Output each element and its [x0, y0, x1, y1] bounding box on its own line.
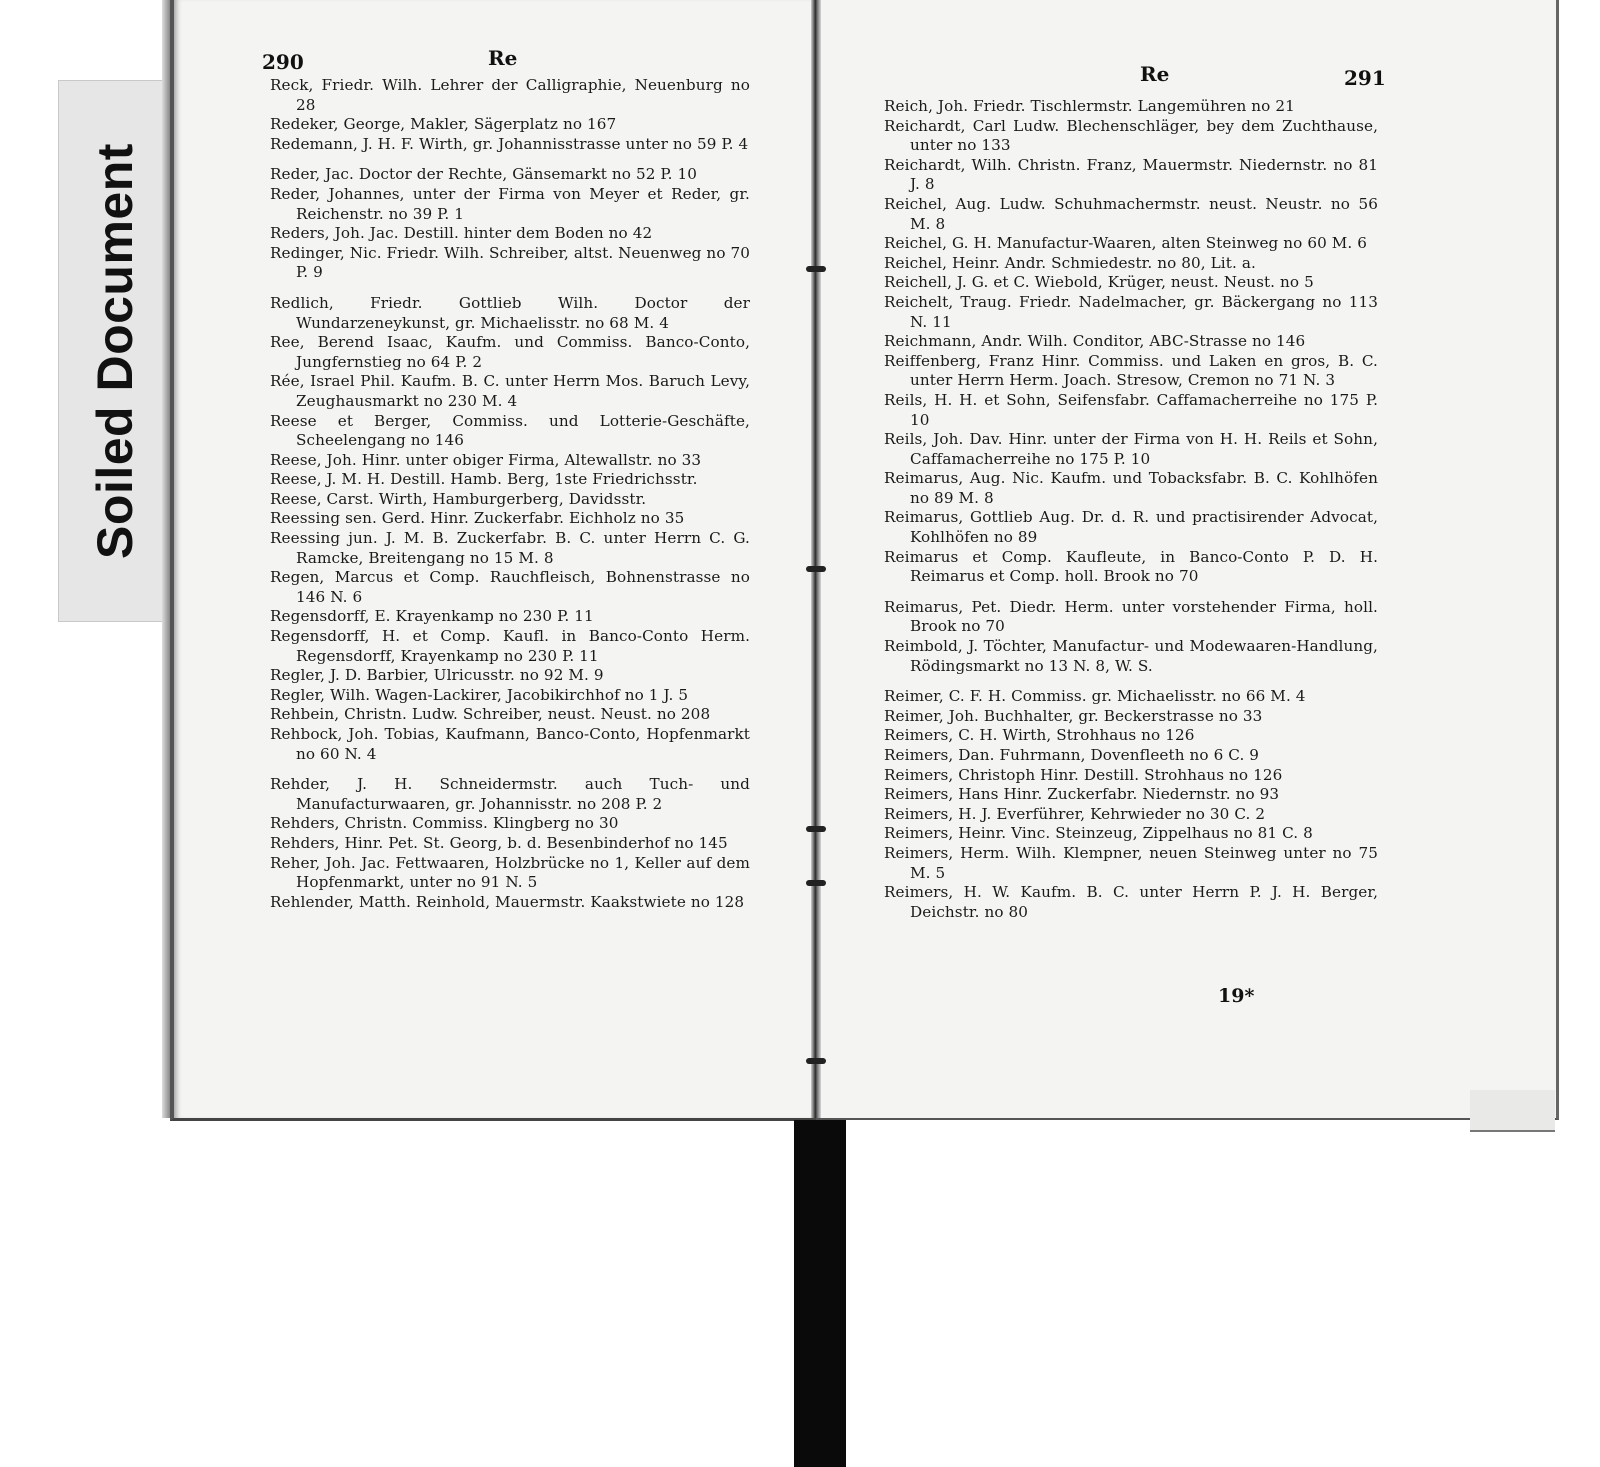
directory-entry: Reimer, Joh. Buchhalter, gr. Beckerstrasse no 33: [884, 706, 1263, 725]
directory-entry: Reimers, Heinr. Vinc. Steinzeug, Zippelhaus no 81 C. 8: [884, 824, 1313, 843]
right-page-fore-edge: [1470, 1090, 1555, 1132]
directory-entry: Rehder, J. H. Schneidermstr. auch Tuch- und Manufacturwaaren, gr. Johannisstr. no 208 P. 2: [270, 775, 750, 813]
binding-thread: [806, 826, 826, 832]
soiled-document-label-text: Soiled Document: [87, 143, 143, 559]
directory-entry: Reichmann, Andr. Wilh. Conditor, ABC-Strasse no 146: [884, 332, 1306, 351]
directory-entry: Reessing jun. J. M. B. Zuckerfabr. B. C. unter Herrn C. G. Ramcke, Breitengang no 15 M. 8: [270, 529, 750, 567]
left-page-entries: [270, 76, 750, 912]
directory-entry: Rehders, Hinr. Pet. St. Georg, b. d. Besenbinderhof no 145: [270, 833, 728, 852]
binding-thread: [806, 1058, 826, 1064]
directory-entry: Rée, Israel Phil. Kaufm. B. C. unter Herrn Mos. Baruch Levy, Zeughausmarkt no 230 M. 4: [270, 372, 750, 410]
directory-entry: Reimarus, Gottlieb Aug. Dr. d. R. und practisirender Advocat, Kohlhöfen no 89: [884, 508, 1378, 547]
right-page-number: 291: [1344, 66, 1386, 90]
directory-entry: Reese, J. M. H. Destill. Hamb. Berg, 1ste Friedrichsstr.: [270, 470, 698, 489]
directory-entry: Reils, Joh. Dav. Hinr. unter der Firma von H. H. Reils et Sohn, Caffamacherreihe no 175 P. 10: [884, 430, 1378, 468]
left-running-head: Re: [488, 46, 518, 70]
directory-entry: Reimers, Herm. Wilh. Klempner, neuen Steinweg unter no 75 M. 5: [884, 843, 1378, 882]
directory-entry: Reese, Joh. Hinr. unter obiger Firma, Altewallstr. no 33: [270, 450, 702, 469]
directory-entry: Reimbold, J. Töchter, Manufactur- und Modewaaren-Handlung, Rödingsmarkt no 13 N. 8, W. S.: [884, 637, 1378, 675]
binding-thread: [806, 880, 826, 886]
directory-entry: Rehbein, Christn. Ludw. Schreiber, neust. Neust. no 208: [270, 705, 711, 724]
directory-entry: Rehbock, Joh. Tobias, Kaufmann, Banco-Conto, Hopfenmarkt no 60 N. 4: [270, 725, 750, 763]
directory-entry: Reimarus et Comp. Kaufleute, in Banco-Conto P. D. H. Reimarus et Comp. holl. Brook no 70: [884, 547, 1378, 586]
directory-entry: Reher, Joh. Jac. Fettwaaren, Holzbrücke no 1, Keller auf dem Hopfenmarkt, unter no 91 N. 5: [270, 853, 750, 892]
directory-entry: Redinger, Nic. Friedr. Wilh. Schreiber, altst. Neuenweg no 70 P. 9: [270, 243, 751, 282]
directory-entry: Redeker, George, Makler, Sägerplatz no 167: [270, 115, 617, 134]
directory-entry: Reichardt, Wilh. Christn. Franz, Mauermstr. Niedernstr. no 81 J. 8: [884, 155, 1378, 194]
left-page-number: 290: [262, 50, 304, 74]
book-gutter: [811, 0, 821, 1118]
bookmark-ribbon: [794, 1120, 846, 1467]
directory-entry: Rehders, Christn. Commiss. Klingberg no 30: [270, 814, 619, 833]
directory-entry: Reese, Carst. Wirth, Hamburgerberg, Davidsstr.: [270, 489, 647, 508]
directory-entry: Reder, Johannes, unter der Firma von Meyer et Reder, gr. Reichenstr. no 39 P. 1: [270, 184, 750, 223]
directory-entry: Reese et Berger, Commiss. und Lotterie-Geschäfte, Scheelengang no 146: [270, 411, 750, 450]
directory-entry: Reimarus, Aug. Nic. Kaufm. und Tobacksfabr. B. C. Kohlhöfen no 89 M. 8: [884, 469, 1378, 507]
binding-thread: [806, 566, 826, 572]
signature-mark: 19*: [1218, 985, 1255, 1007]
directory-entry: Reder, Jac. Doctor der Rechte, Gänsemarkt no 52 P. 10: [270, 165, 698, 184]
directory-entry: Regler, J. D. Barbier, Ulricusstr. no 92 M. 9: [270, 666, 604, 685]
directory-entry: Reichardt, Carl Ludw. Blechenschläger, bey dem Zuchthause, unter no 133: [884, 116, 1378, 155]
directory-entry: Reichel, G. H. Manufactur-Waaren, alten Steinweg no 60 M. 6: [884, 234, 1368, 253]
directory-entry: Regensdorff, H. et Comp. Kaufl. in Banco-Conto Herm. Regensdorff, Krayenkamp no 230 P. 11: [270, 627, 750, 665]
directory-entry: Reichelt, Traug. Friedr. Nadelmacher, gr. Bäckergang no 113 N. 11: [884, 292, 1378, 331]
directory-entry: Reichel, Heinr. Andr. Schmiedestr. no 80, Lit. a.: [884, 253, 1256, 272]
directory-entry: Reich, Joh. Friedr. Tischlermstr. Langemühren no 21: [884, 97, 1295, 115]
directory-entry: Reichell, J. G. et C. Wiebold, Krüger, neust. Neust. no 5: [884, 273, 1314, 292]
directory-entry: Reichel, Aug. Ludw. Schuhmachermstr. neust. Neustr. no 56 M. 8: [884, 194, 1378, 233]
directory-entry: Reils, H. H. et Sohn, Seifensfabr. Caffamacherreihe no 175 P. 10: [884, 390, 1378, 429]
soiled-document-label: [58, 80, 172, 622]
left-cover-edge: [162, 0, 170, 1118]
directory-entry: Reimers, Hans Hinr. Zuckerfabr. Niedernstr. no 93: [884, 785, 1280, 804]
directory-entry: Reimarus, Pet. Diedr. Herm. unter vorstehender Firma, holl. Brook no 70: [884, 597, 1378, 636]
directory-entry: Ree, Berend Isaac, Kaufm. und Commiss. Banco-Conto, Jungfernstieg no 64 P. 2: [270, 333, 750, 371]
directory-entry: Reimers, Dan. Fuhrmann, Dovenfleeth no 6 C. 9: [884, 746, 1260, 764]
directory-entry: Reimer, C. F. H. Commiss. gr. Michaelisstr. no 66 M. 4: [884, 687, 1306, 706]
directory-entry: Reessing sen. Gerd. Hinr. Zuckerfabr. Eichholz no 35: [270, 509, 685, 528]
directory-entry: Reders, Joh. Jac. Destill. hinter dem Boden no 42: [270, 224, 653, 243]
directory-entry: Rehlender, Matth. Reinhold, Mauermstr. Kaakstwiete no 128: [270, 892, 745, 911]
directory-entry: Redlich, Friedr. Gottlieb Wilh. Doctor der Wundarzeneykunst, gr. Michaelisstr. no 68 M. 4: [270, 293, 750, 332]
directory-entry: Reimers, Christoph Hinr. Destill. Strohhaus no 126: [884, 765, 1283, 784]
directory-entry: Redemann, J. H. F. Wirth, gr. Johannisstrasse unter no 59 P. 4: [270, 134, 749, 153]
directory-entry: Reimers, H. J. Everführer, Kehrwieder no 30 C. 2: [884, 804, 1266, 823]
directory-entry: Reiffenberg, Franz Hinr. Commiss. und Laken en gros, B. C. unter Herrn Herm. Joach. Stresow, Cremon no 71 N. 3: [884, 351, 1378, 390]
right-page-entries: [884, 97, 1378, 922]
directory-entry: Reimers, C. H. Wirth, Strohhaus no 126: [884, 726, 1195, 745]
binding-thread: [806, 266, 826, 272]
directory-entry: Regen, Marcus et Comp. Rauchfleisch, Bohnenstrasse no 146 N. 6: [270, 568, 750, 606]
right-running-head: Re: [1140, 62, 1170, 86]
directory-entry: Regensdorff, E. Krayenkamp no 230 P. 11: [270, 607, 594, 626]
directory-entry: Reimers, H. W. Kaufm. B. C. unter Herrn P. J. H. Berger, Deichstr. no 80: [884, 883, 1378, 921]
directory-entry: Reck, Friedr. Wilh. Lehrer der Calligraphie, Neuenburg no 28: [270, 76, 750, 114]
directory-entry: Regler, Wilh. Wagen-Lackirer, Jacobikirchhof no 1 J. 5: [270, 685, 689, 704]
